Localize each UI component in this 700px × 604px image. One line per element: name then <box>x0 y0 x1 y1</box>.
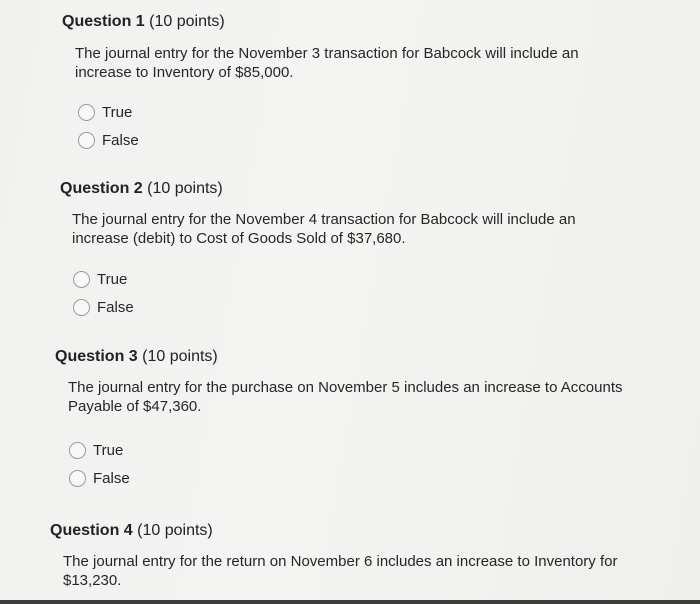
question-points: (10 points) <box>149 13 225 30</box>
question-text-line: The journal entry for the return on November 6 includes an increase to Inventory for <box>63 553 618 570</box>
question-heading <box>60 179 700 199</box>
radio-button[interactable] <box>73 299 90 316</box>
question-text-line: Payable of $47,360. <box>68 398 202 415</box>
radio-button[interactable] <box>73 271 90 288</box>
screen-bottom-edge <box>0 600 700 604</box>
option-label: False <box>102 131 139 149</box>
question-2 <box>60 179 700 321</box>
question-points: (10 points) <box>137 522 213 539</box>
option-true[interactable] <box>69 436 695 464</box>
option-label: False <box>97 298 134 316</box>
question-text-line: increase to Inventory of $85,000. <box>75 64 294 81</box>
question-heading <box>55 347 695 367</box>
question-title: Question 1 <box>62 13 145 30</box>
question-text <box>75 44 700 82</box>
question-text-line: The journal entry for the November 4 transaction for Babcock will include an <box>72 211 576 228</box>
option-true[interactable] <box>78 98 700 126</box>
radio-button[interactable] <box>78 132 95 149</box>
question-3 <box>55 347 695 492</box>
question-points: (10 points) <box>142 348 218 365</box>
question-text <box>68 378 695 416</box>
radio-button[interactable] <box>69 442 86 459</box>
question-text <box>63 552 690 590</box>
answer-options <box>69 436 695 492</box>
answer-options <box>73 265 700 321</box>
option-false[interactable] <box>78 126 700 154</box>
question-title: Question 2 <box>60 180 143 197</box>
question-heading <box>50 521 690 541</box>
option-label: True <box>97 270 128 288</box>
option-false[interactable] <box>73 293 700 321</box>
radio-button[interactable] <box>78 104 95 121</box>
option-false[interactable] <box>69 464 695 492</box>
question-text-line: The journal entry for the purchase on November 5 includes an increase to Accounts <box>68 379 623 396</box>
question-title: Question 4 <box>50 522 133 539</box>
option-label: False <box>93 469 130 487</box>
question-text-line: $13,230. <box>63 572 122 589</box>
question-text-line: increase (debit) to Cost of Goods Sold of $37,680. <box>72 230 406 247</box>
option-true[interactable] <box>73 265 700 293</box>
question-text <box>72 210 700 248</box>
question-heading <box>62 12 700 32</box>
question-text-line: The journal entry for the November 3 transaction for Babcock will include an <box>75 45 579 62</box>
answer-options <box>78 98 700 154</box>
option-label: True <box>102 103 133 121</box>
question-4 <box>50 521 690 590</box>
radio-button[interactable] <box>69 470 86 487</box>
question-title: Question 3 <box>55 348 138 365</box>
question-points: (10 points) <box>147 180 223 197</box>
option-label: True <box>93 441 124 459</box>
question-1 <box>62 12 700 154</box>
